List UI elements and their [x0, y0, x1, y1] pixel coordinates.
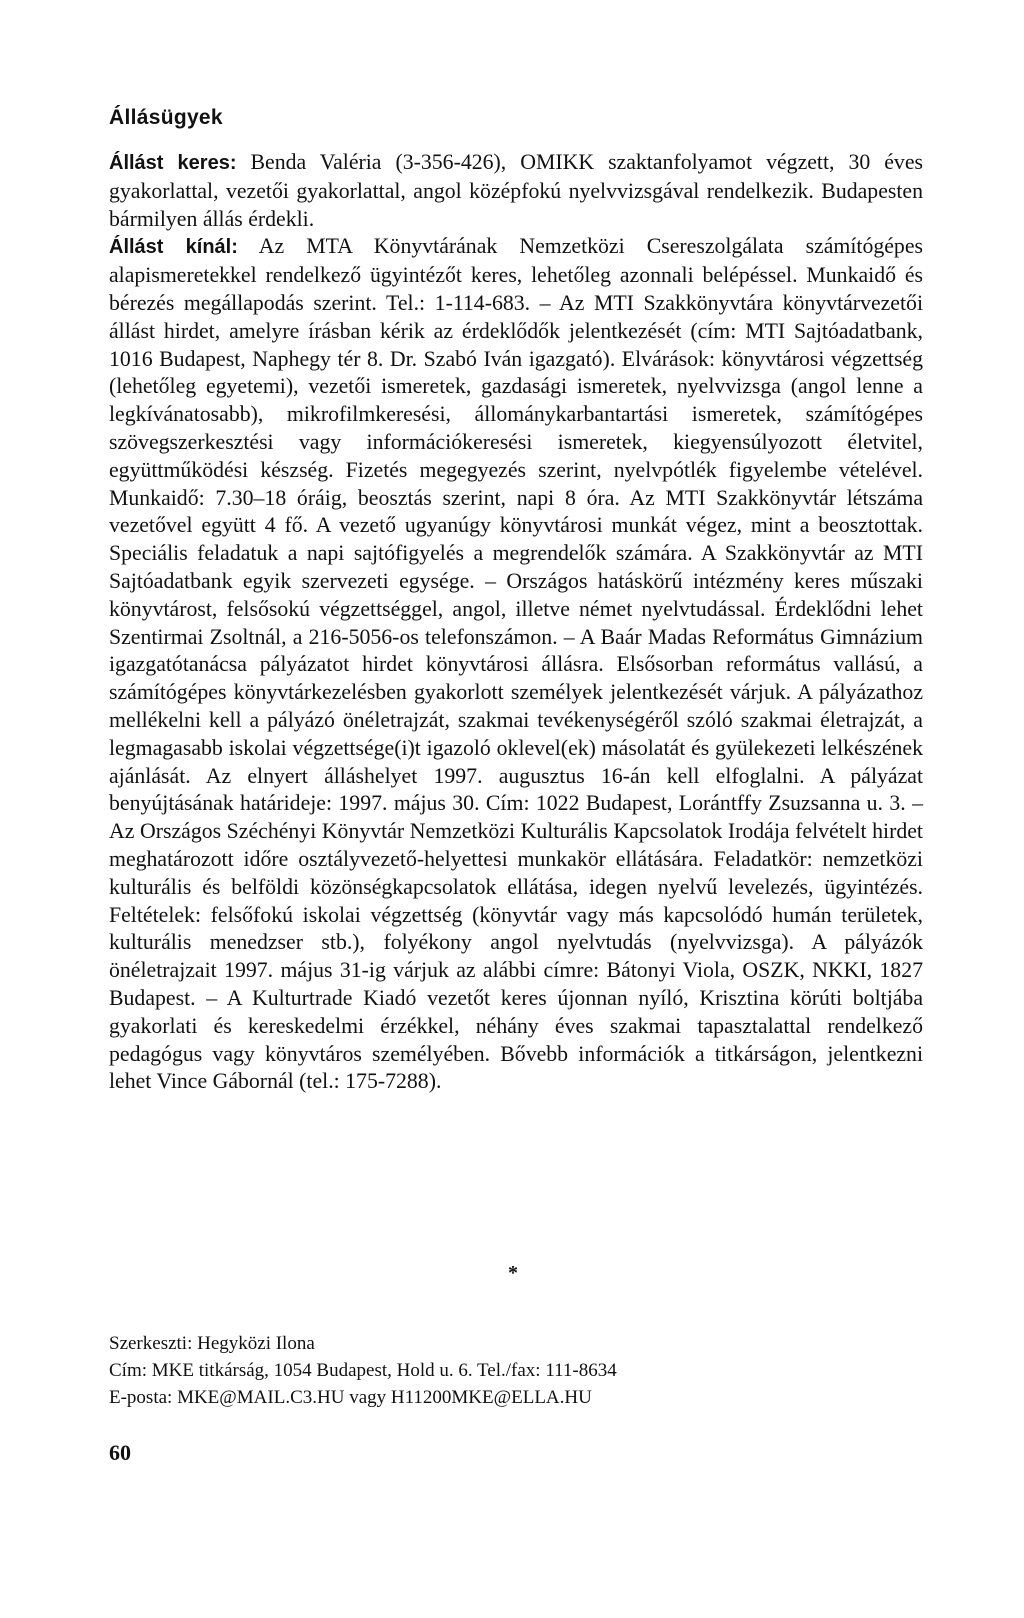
text-job-offers: Az MTA Könyvtárának Nemzetközi Csereszolgálata számítógépes alapismeretekkel rendelkező ügyintézőt keres, lehetőleg azonnali belépéssel. Munkaidő és bérezés megállapodás szerint. Tel.: 1-114-683. – Az MTI Szakkönyvtára könyvtárvezetői állást hirdet, amelyre írásban kérik az érdeklődők jelentkezését (cím: MTI Sajtóadatbank, 1016 Budapest, Naphegy tér 8. Dr. Szabó Iván igazgató). Elvárások: könyvtárosi végzettség (lehetőleg egyetemi), vezetői ismeretek, gazdasági ismeretek, nyelvvizsga (angol lenne a legkívánatosabb), mikrofilmkeresési, állománykarbantartási ismeretek, számítógépes szövegszerkesztési vagy információkeresési ismeretek, kiegyensúlyozott életvitel, együttműködési készség. Fizetés megegyezés szerint, nyelvpótlék figyelembe vételével. Munkaidő: 7.30–18 óráig, beosztás szerint, napi 8 óra. Az MTI Szakkönyvtár létszáma vezetővel együtt 4 fő. A vezető ugyanúgy könyvtárosi munkát végez, mint a beosztottak. Speciális feladatuk a napi sajtófigyelés a megrendelők számára. A Szakkönyvtár az MTI Sajtóadatbank egyik szervezeti egysége. – Országos hatáskörű intézmény keres műszaki könyvtárost, felsősokú végzettséggel, angol, illetve német nyelvtudással. Érdeklődni lehet Szentirmai Zsoltnál, a 216-5056-os telefonszámon. – A Baár Madas Református Gimnázium igazgatótanácsa pályázatot hirdet könyvtárosi állásra. Elsősorban református vallású, a számítógépes könyvtárkezelésben gyakorlott személyek jelentkezését várjuk. A pályázathoz mellékelni kell a pályázó önéletrajzát, szakmai tevékenységéről szóló szakmai életrajzát, a legmagasabb iskolai végzettsége(i)t igazoló oklevel(ek) másolatát és gyülekezeti lelkészének ajánlását. Az elnyert álláshelyet 1997. augusztus 16-án kell elfoglalni. A pályázat benyújtásának határideje: 1997. május 30. Cím: 1022 Budapest, Lorántffy Zsuzsanna u. 3. – Az Országos Széchényi Könyvtár Nemzetközi Kulturális Kapcsolatok Irodája felvételt hirdet meghatározott időre osztályvezető-helyettesi munkakör ellátására. Feladatkör: nemzetközi kulturális és belföldi közönségkapcsolatok ellátása, idegen nyelvű levelezés, ügyintézés. Feltételek: felsőfokú iskolai végzettség (könyvtár vagy más kapcsolódó humán területek, kulturális menedzser stb.), folyékony angol nyelvtudás (nyelvvizsga). A pályázók önéletrajzait 1997. május 31-ig várjuk az alábbi címre: Bátonyi Viola, OSZK, NKKI, 1827 Budapest. – A Kulturtrade Kiadó vezetőt keres újonnan nyíló, Krisztina körúti boltjába gyakorlati és kereskedelmi érzékkel, néhány éves szakmai tapasztalattal rendelkező pedagógus vagy könyvtáros személyében. Bővebb információk a titkárságon, jelentkezni lehet Vince Gábornál (tel.: 175-7288).	[109, 234, 923, 1094]
lead-job-offers: Állást kínál:	[109, 236, 238, 259]
separator-asterisk: *	[508, 1262, 518, 1284]
imprint-editor: Szerkeszti: Hegyközi Ilona	[109, 1333, 315, 1354]
page-number: 60	[109, 1440, 131, 1465]
lead-job-seeking: Állást keres:	[109, 152, 237, 174]
imprint	[109, 1330, 617, 1411]
paragraph-job-seeking	[109, 149, 923, 233]
section-title: Állásügyek	[109, 106, 223, 129]
article-body	[109, 149, 923, 1096]
paragraph-job-offers	[109, 233, 923, 1096]
imprint-address: Cím: MKE titkárság, 1054 Budapest, Hold u. 6. Tel./fax: 111-8634	[109, 1360, 617, 1381]
imprint-email: E-posta: MKE@MAIL.C3.HU vagy H11200MKE@ELLA.HU	[109, 1387, 592, 1408]
text-job-seeking: Benda Valéria (3-356-426), OMIKK szaktanfolyamot végzett, 30 éves gyakorlattal, vezetői gyakorlattal, angol középfokú nyelvvizsgával rendelkezik. Budapesten bármilyen állás érdekli.	[109, 150, 923, 231]
